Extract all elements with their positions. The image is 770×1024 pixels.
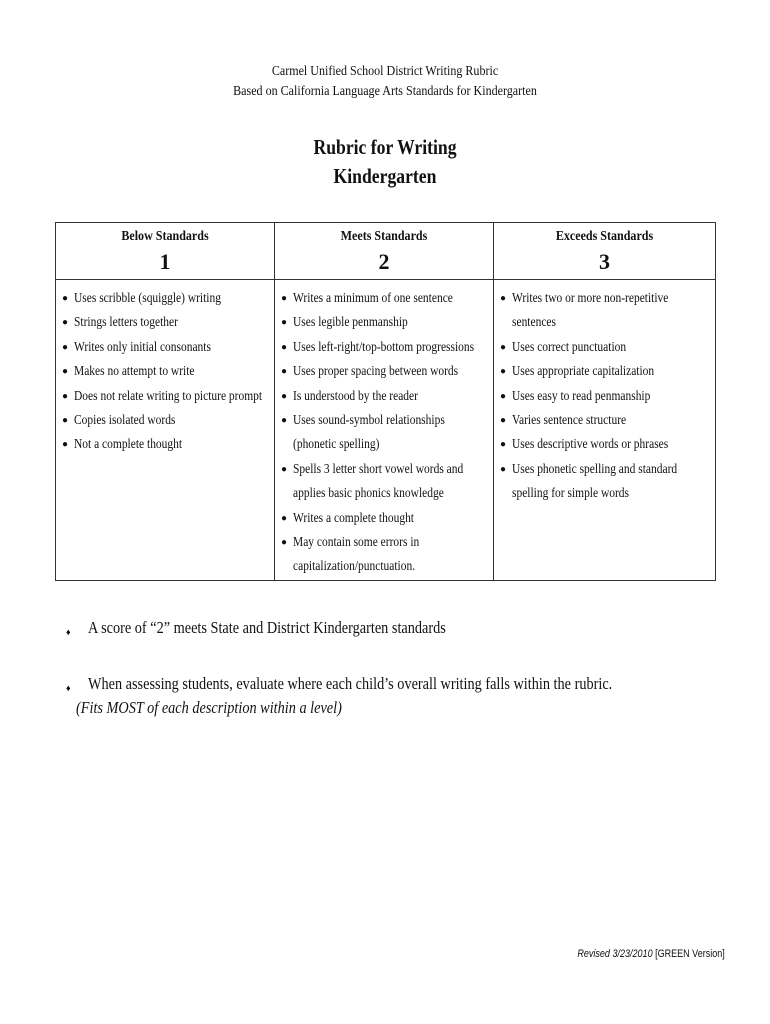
bullet-icon: ●	[62, 415, 69, 427]
criterion-item	[60, 360, 274, 384]
criterion-text: May contain some errors in	[293, 535, 420, 551]
criterion-text: Uses appropriate capitalization	[512, 364, 655, 380]
column-header-meets	[275, 223, 494, 280]
criterion-item	[279, 385, 493, 409]
criterion-text: Uses easy to read penmanship	[512, 388, 651, 404]
bullet-icon: ●	[500, 341, 507, 353]
criteria-list-below	[56, 280, 274, 458]
bullet-icon: ●	[62, 390, 69, 402]
criterion-text: Uses sound-symbol relationships	[293, 413, 445, 429]
revision-footer	[545, 948, 725, 960]
rubric-title-block	[0, 133, 770, 191]
criterion-text: Is understood by the reader	[293, 388, 418, 404]
criteria-list-exceeds	[494, 280, 715, 507]
criterion-item	[498, 458, 715, 507]
grade-level-title: Kindergarten	[333, 164, 437, 188]
column-score: 2	[378, 249, 390, 274]
criterion-item	[279, 287, 493, 311]
bullet-icon: ●	[500, 366, 507, 378]
criterion-item	[279, 360, 493, 384]
district-title: Carmel Unified School District Writing Rubric	[271, 64, 499, 79]
column-header-below	[56, 223, 275, 280]
rubric-table	[55, 222, 716, 581]
criterion-item	[60, 311, 274, 335]
bullet-icon: ●	[281, 463, 288, 475]
column-score: 3	[599, 249, 610, 274]
criterion-item	[279, 336, 493, 360]
criteria-cell-exceeds	[494, 280, 716, 581]
bullet-icon: ●	[62, 293, 69, 304]
document-header	[0, 62, 770, 102]
criterion-text: capitalization/punctuation.	[293, 559, 416, 575]
criterion-item	[279, 507, 493, 531]
criterion-item	[60, 336, 274, 360]
criterion-item	[498, 409, 715, 433]
bullet-icon: ●	[62, 317, 69, 329]
criterion-item	[498, 287, 715, 336]
column-score: 1	[159, 249, 171, 274]
bullet-icon: ♦	[66, 627, 71, 637]
bullet-icon: ●	[62, 439, 69, 451]
rubric-criteria-row	[56, 280, 716, 581]
criterion-item	[279, 531, 493, 580]
bullet-icon: ●	[62, 341, 69, 353]
note-text: A score of “2” meets State and District Kindergarten standards	[88, 618, 446, 637]
column-header-exceeds	[494, 223, 716, 280]
criterion-text: Uses descriptive words or phrases	[512, 437, 669, 453]
rubric-header-row	[56, 223, 716, 280]
bullet-icon: ●	[500, 439, 507, 451]
criterion-text: Uses proper spacing between words	[293, 364, 459, 380]
criterion-text: sentences	[512, 315, 556, 331]
bullet-icon: ●	[281, 537, 288, 549]
criterion-text: Uses phonetic spelling and standard	[512, 461, 678, 477]
criterion-item	[60, 385, 274, 409]
criterion-text: Does not relate writing to picture prompt	[74, 388, 263, 404]
bullet-icon: ●	[500, 415, 507, 427]
column-name: Below Standards	[121, 229, 209, 244]
criterion-item	[498, 433, 715, 457]
criterion-text: Uses legible penmanship	[293, 315, 408, 331]
criterion-item	[498, 336, 715, 360]
criterion-text: Strings letters together	[74, 315, 178, 331]
criterion-text: Spells 3 letter short vowel words and	[293, 461, 464, 477]
column-name: Exceeds Standards	[555, 229, 654, 244]
note-item	[60, 616, 740, 640]
criterion-text: spelling for simple words	[512, 486, 630, 502]
criterion-text: Makes no attempt to write	[74, 364, 195, 380]
rubric-title: Rubric for Writing	[313, 135, 457, 159]
revision-date: Revised 3/23/2010	[577, 948, 653, 960]
bullet-icon: ●	[500, 390, 507, 402]
bullet-icon: ●	[62, 366, 69, 378]
criterion-text: applies basic phonics knowledge	[293, 486, 444, 502]
bullet-icon: ●	[281, 317, 288, 329]
note-subtext: (Fits MOST of each description within a level)	[76, 698, 342, 717]
column-name: Meets Standards	[340, 229, 428, 244]
criterion-text: Uses scribble (squiggle) writing	[74, 291, 221, 306]
criterion-item	[279, 458, 493, 507]
bullet-icon: ●	[281, 415, 288, 427]
note-text: When assessing students, evaluate where each child’s overall writing falls within the rubric.	[88, 674, 613, 693]
criteria-cell-meets	[275, 280, 494, 581]
criterion-item	[60, 409, 274, 433]
bullet-icon: ●	[500, 463, 507, 475]
criterion-text: Writes only initial consonants	[74, 339, 211, 355]
criterion-text: Uses left-right/top-bottom progressions	[293, 339, 475, 355]
criterion-item	[498, 360, 715, 384]
criterion-item	[279, 409, 493, 458]
criterion-text: Writes two or more non-repetitive	[512, 291, 669, 306]
bullet-icon: ●	[281, 366, 288, 378]
criterion-text: Writes a complete thought	[293, 510, 415, 526]
bullet-icon: ●	[281, 293, 288, 304]
version-label: [GREEN Version]	[655, 948, 725, 960]
criterion-text: Not a complete thought	[74, 437, 183, 453]
criterion-text: (phonetic spelling)	[293, 437, 380, 453]
bullet-icon: ●	[281, 390, 288, 402]
criterion-item	[279, 311, 493, 335]
criteria-cell-below	[56, 280, 275, 581]
criterion-text: Writes a minimum of one sentence	[293, 291, 453, 306]
bullet-icon: ●	[500, 293, 507, 304]
criterion-text: Copies isolated words	[74, 413, 176, 429]
bullet-icon: ●	[281, 512, 288, 524]
criterion-item	[498, 385, 715, 409]
criterion-item	[60, 287, 274, 311]
criterion-text: Varies sentence structure	[512, 413, 627, 429]
bullet-icon: ●	[281, 341, 288, 353]
criteria-list-meets	[275, 280, 493, 580]
bullet-icon: ♦	[66, 683, 71, 693]
criterion-item	[60, 433, 274, 457]
notes-section	[60, 616, 740, 752]
note-item	[60, 672, 740, 720]
standards-subtitle: Based on California Language Arts Standards for Kindergarten	[233, 84, 537, 99]
criterion-text: Uses correct punctuation	[512, 339, 627, 355]
